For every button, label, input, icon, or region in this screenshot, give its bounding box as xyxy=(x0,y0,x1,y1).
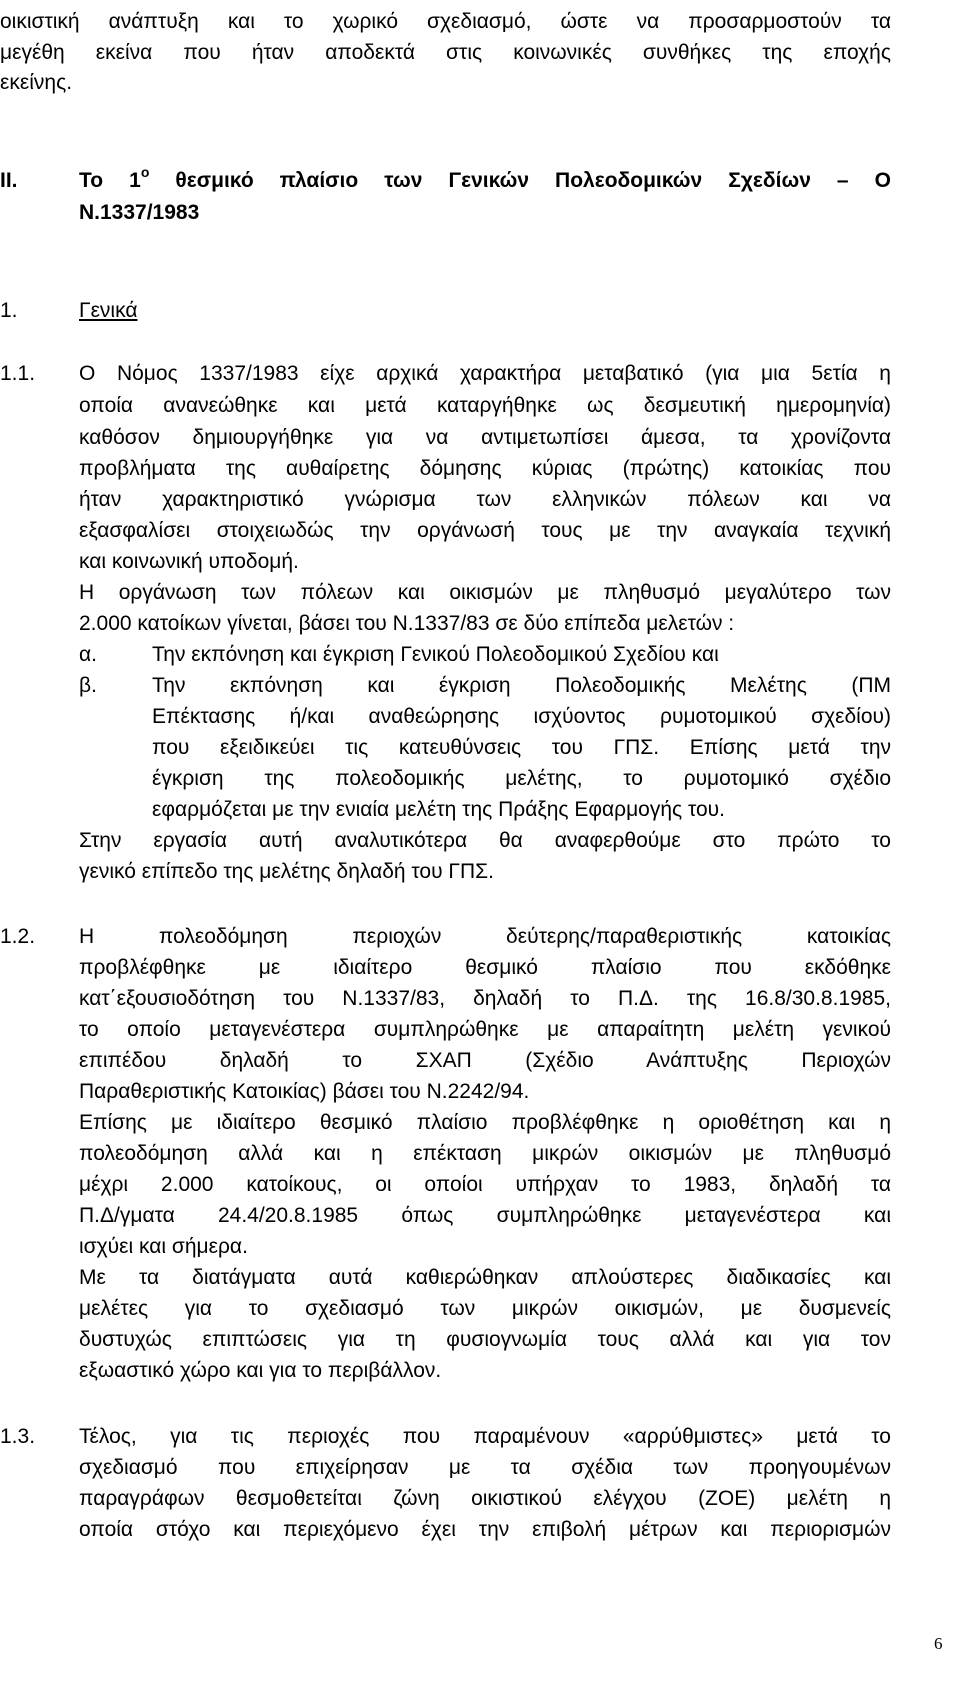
page-number: 6 xyxy=(934,1634,943,1653)
text-line: καθόσον δημιουργήθηκε για να αντιμετωπίσει άμεσα, τα χρονίζοντα xyxy=(79,426,891,449)
text-line: ήταν χαρακτηριστικό γνώρισμα των ελληνικών πόλεων και να xyxy=(79,488,891,511)
list-label: α. xyxy=(79,643,97,666)
subsection-title: Γενικά xyxy=(79,299,138,322)
text-line: Η πολεοδόμηση περιοχών δεύτερης/παραθεριστικής κατοικίας xyxy=(79,925,891,948)
subsection-number: 1. xyxy=(0,299,18,322)
text-line: κατ΄εξουσιοδότηση του Ν.1337/83, δηλαδή το Π.Δ. της 16.8/30.8.1985, xyxy=(79,987,891,1010)
section-title xyxy=(79,163,891,199)
paragraph-line xyxy=(0,854,960,890)
text-line: προβλέφθηκε με ιδιαίτερο θεσμικό πλαίσιο που εκδόθηκε xyxy=(79,956,891,979)
text-line: Τέλος, για τις περιοχές που παραμένουν «αρρύθμιστες» μετά το xyxy=(79,1425,891,1448)
text-line: 2.000 κατοίκων γίνεται, βάσει του Ν.1337/83 σε δύο επίπεδα μελετών : xyxy=(79,612,735,635)
text-line: Με τα διατάγματα αυτά καθιερώθηκαν απλούστερες διαδικασίες και xyxy=(79,1266,891,1289)
paragraph-line xyxy=(0,356,960,392)
text-line: οποία ανανεώθηκε και μετά καταργήθηκε ως δεσμευτική ημερομηνία) xyxy=(79,394,891,417)
text-line: Την εκπόνηση και έγκριση Πολεοδομικής Μελέτης (ΠΜ xyxy=(152,674,891,697)
text-line: έγκριση της πολεοδομικής μελέτης, το ρυμοτομικό σχέδιο xyxy=(152,767,891,790)
section-heading-line2 xyxy=(0,195,960,231)
text-line: Την εκπόνηση και έγκριση Γενικού Πολεοδομικού Σχεδίου και xyxy=(152,643,719,666)
title-part: Το 1 xyxy=(79,169,141,192)
text-line: μελέτες για το σχεδιασμό των μικρών οικισμών, με δυσμενείς xyxy=(79,1297,891,1320)
text-line: Ο Νόμος 1337/1983 είχε αρχικά χαρακτήρα μεταβατικό (για μια 5ετία η xyxy=(79,362,891,385)
text-line: μέχρι 2.000 κατοίκους, οι οποίοι υπήρχαν το 1983, δηλαδή τα xyxy=(79,1173,891,1196)
text-line: εξασφαλίσει στοιχειωδώς την οργάνωσή τους με την αναγκαία τεχνική xyxy=(79,519,891,542)
text-line: Επίσης με ιδιαίτερο θεσμικό πλαίσιο προβλέφθηκε η οριοθέτηση και η xyxy=(79,1111,891,1134)
intro-line xyxy=(0,65,960,101)
text-line: εκείνης. xyxy=(0,71,73,94)
paragraph-line xyxy=(0,388,960,424)
list-label: β. xyxy=(79,674,97,697)
text-line: ισχύει και σήμερα. xyxy=(79,1235,248,1258)
section-title-line2: Ν.1337/1983 xyxy=(79,201,200,224)
text-line: Παραθεριστικής Κατοικίας) βάσει του Ν.2242/94. xyxy=(79,1080,530,1103)
text-line: Επέκτασης ή/και αναθεώρησης ισχύοντος ρυμοτομικού σχεδίου) xyxy=(152,705,891,728)
paragraph-line xyxy=(0,1512,960,1548)
title-superscript: ο xyxy=(140,164,150,180)
text-line: πολεοδόμηση αλλά και η επέκταση μικρών οικισμών με πληθυσμό xyxy=(79,1142,891,1165)
text-line: εξωαστικό χώρο και για το περιβάλλον. xyxy=(79,1359,442,1382)
section-number: II. xyxy=(0,169,18,192)
text-line: που εξειδικεύει τις κατευθύνσεις του ΓΠΣ. Επίσης μετά την xyxy=(152,736,891,759)
text-line: οποία στόχο και περιεχόμενο έχει την επιβολή μέτρων και περιορισμών xyxy=(79,1518,891,1541)
paragraph-number: 1.3. xyxy=(0,1425,36,1448)
text-line: δυστυχώς επιπτώσεις για τη φυσιογνωμία τους αλλά και για τον xyxy=(79,1328,891,1351)
paragraph-line xyxy=(0,1353,960,1389)
text-line: παραγράφων θεσμοθετείται ζώνη οικιστικού ελέγχου (ΖΟΕ) μελέτη η xyxy=(79,1487,891,1510)
text-line: σχεδιασμό που επιχείρησαν με τα σχέδια των προηγουμένων xyxy=(79,1456,891,1479)
text-line: και κοινωνική υποδομή. xyxy=(79,550,299,573)
text-line: Στην εργασία αυτή αναλυτικότερα θα αναφερθούμε στο πρώτο το xyxy=(79,829,891,852)
section-heading xyxy=(0,163,960,199)
text-line: εφαρμόζεται με την ενιαία μελέτη της Πράξης Εφαρμογής του. xyxy=(152,798,725,821)
subsection-heading xyxy=(0,293,960,329)
text-line: προβλήματα της αυθαίρετης δόμησης κύριας (πρώτης) κατοικίας που xyxy=(79,457,891,480)
text-line: μεγέθη εκείνα που ήταν αποδεκτά στις κοινωνικές συνθήκες της εποχής xyxy=(0,41,891,64)
text-line: Η οργάνωση των πόλεων και οικισμών με πληθυσμό μεγαλύτερο των xyxy=(79,581,891,604)
text-line: οικιστική ανάπτυξη και το χωρικό σχεδιασμό, ώστε να προσαρμοστούν τα xyxy=(0,10,891,33)
paragraph-number: 1.1. xyxy=(0,362,36,385)
title-part: θεσμικό πλαίσιο των Γενικών Πολεοδομικών Σχεδίων – Ο xyxy=(149,169,891,192)
text-line: επιπέδου δηλαδή το ΣΧΑΠ (Σχέδιο Ανάπτυξης Περιοχών xyxy=(79,1049,891,1072)
text-line: γενικό επίπεδο της μελέτης δηλαδή του ΓΠΣ. xyxy=(79,860,494,883)
text-line: το οποίο μεταγενέστερα συμπληρώθηκε με απαραίτητη μελέτη γενικού xyxy=(79,1018,891,1041)
paragraph-number: 1.2. xyxy=(0,925,36,948)
text-line: Π.Δ/γματα 24.4/20.8.1985 όπως συμπληρώθηκε μεταγενέστερα και xyxy=(79,1204,891,1227)
